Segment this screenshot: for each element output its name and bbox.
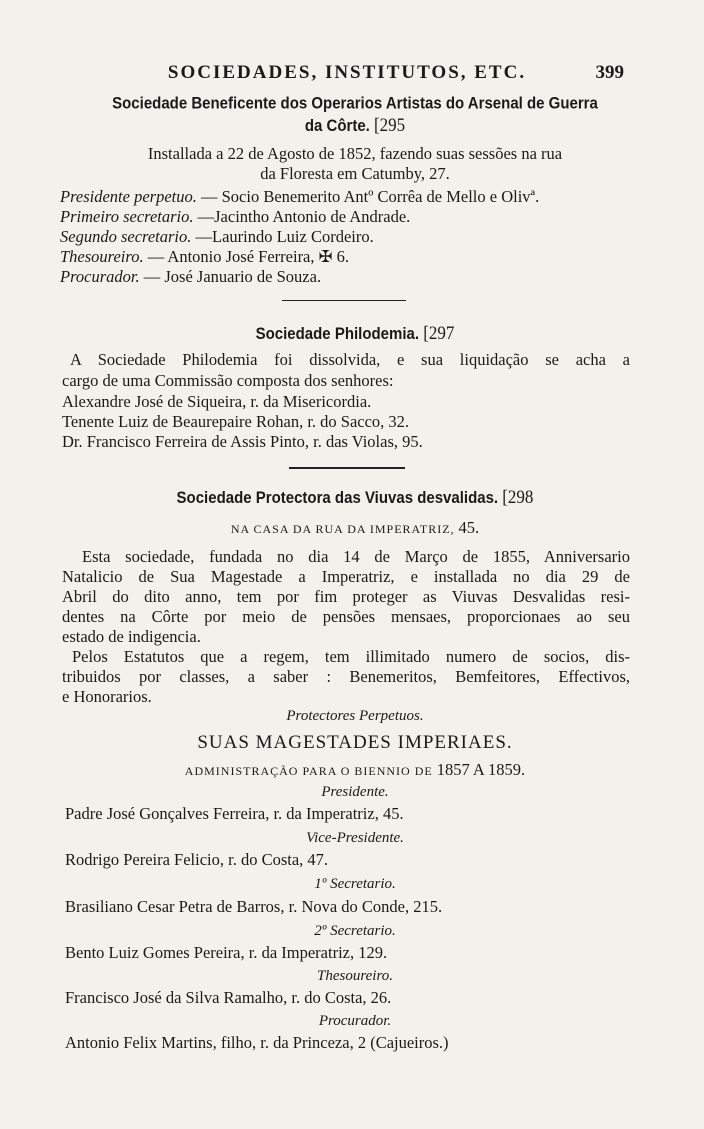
board-role: 1º Secretario. bbox=[314, 876, 396, 892]
officer-name: —Laurindo Luiz Cordeiro. bbox=[195, 227, 374, 246]
section1-title-cont: da Côrte. [295 bbox=[304, 114, 406, 136]
officer-name: — José Januario de Souza. bbox=[143, 267, 322, 286]
officer-role: Primeiro secretario. bbox=[60, 207, 194, 226]
board-member: Rodrigo Pereira Felicio, r. do Costa, 47. bbox=[65, 850, 329, 869]
officer-role: Procurador. bbox=[60, 267, 140, 286]
board-member: Francisco José da Silva Ramalho, r. do Costa, 26. bbox=[65, 988, 392, 1007]
officer-row bbox=[60, 207, 410, 227]
board-member: Brasiliano Cesar Petra de Barros, r. Nova do Conde, 215. bbox=[65, 897, 443, 916]
section1-code: [295 bbox=[374, 114, 406, 136]
page-number: 399 bbox=[595, 62, 624, 83]
officer-role: Presidente perpetuo. bbox=[60, 187, 197, 206]
para2-line: tribuidos por classes, a saber : Benemeritos, Bemfeitores, Effectivos, bbox=[62, 667, 630, 686]
board-role: Presidente. bbox=[321, 784, 389, 800]
officer-name: —Jacintho Antonio de Andrade. bbox=[197, 207, 411, 226]
board-member: Antonio Felix Martins, filho, r. da Princeza, 2 (Cajueiros.) bbox=[65, 1033, 449, 1052]
para1-line: Natalicio de Sua Magestade a Imperatriz, e installada no dia 29 de bbox=[62, 567, 630, 586]
member-line: Tenente Luiz de Beaurepaire Rohan, r. do Sacco, 32. bbox=[62, 412, 410, 431]
section2-body-1: A Sociedade Philodemia foi dissolvida, e sua liquidação se acha a bbox=[70, 350, 630, 369]
officer-row bbox=[60, 267, 321, 287]
member-line: Alexandre José de Siqueira, r. da Misericordia. bbox=[62, 392, 372, 411]
running-title: SOCIEDADES, INSTITUTOS, ETC. bbox=[167, 62, 527, 83]
section3-address: NA CASA DA RUA DA IMPERATRIZ, 45. bbox=[230, 518, 480, 537]
administration-heading: ADMINISTRAÇÃO PARA O BIENNIO DE 1857 A 1859. bbox=[184, 760, 526, 779]
member-line: Dr. Francisco Ferreira de Assis Pinto, r. das Violas, 95. bbox=[62, 432, 423, 451]
officer-name: — Antonio José Ferreira, ✠ 6. bbox=[147, 247, 349, 266]
officer-row bbox=[60, 247, 349, 267]
board-member: Padre José Gonçalves Ferreira, r. da Imperatriz, 45. bbox=[65, 804, 404, 823]
para2-line: Pelos Estatutos que a regem, tem illimitado numero de socios, dis- bbox=[72, 647, 630, 666]
section2-body-2: cargo de uma Commissão composta dos senhores: bbox=[62, 371, 394, 390]
para1-line: Esta sociedade, fundada no dia 14 de Março de 1855, Anniversario bbox=[82, 547, 630, 566]
section3-title: Sociedade Protectora das Viuvas desvalidas. [298 bbox=[176, 486, 534, 508]
protectors-names: SUAS MAGESTADES IMPERIAES. bbox=[197, 732, 513, 753]
para1-line: dentes na Côrte por meio de pensões mensaes, proporcionaes ao seu bbox=[62, 607, 630, 626]
section2-title: Sociedade Philodemia. [297 bbox=[255, 322, 455, 344]
section-divider bbox=[289, 467, 405, 469]
section1-intro-2: da Floresta em Catumby, 27. bbox=[260, 164, 450, 183]
section3-code: [298 bbox=[502, 486, 534, 508]
board-role: Thesoureiro. bbox=[317, 968, 393, 984]
para2-line: e Honorarios. bbox=[62, 687, 152, 706]
para1-line: Abril do dito anno, tem por fim proteger as Viuvas Desvalidas resi- bbox=[62, 587, 630, 606]
section2-code: [297 bbox=[423, 322, 455, 344]
officer-row bbox=[60, 227, 374, 247]
officer-row bbox=[60, 187, 539, 207]
officer-role: Thesoureiro. bbox=[60, 247, 144, 266]
protectors-label: Protectores Perpetuos. bbox=[286, 708, 424, 724]
running-header bbox=[0, 62, 704, 84]
officer-name: — Socio Benemerito Antº Corrêa de Mello e Olivª. bbox=[200, 187, 540, 206]
board-role: Vice-Presidente. bbox=[306, 830, 404, 846]
section1-title: Sociedade Beneficente dos Operarios Artistas do Arsenal de Guerra bbox=[112, 94, 598, 114]
section1-intro-1: Installada a 22 de Agosto de 1852, fazendo suas sessões na rua bbox=[147, 144, 563, 163]
board-role: Procurador. bbox=[318, 1013, 392, 1029]
officer-role: Segundo secretario. bbox=[60, 227, 192, 246]
para1-line: estado de indigencia. bbox=[62, 627, 201, 646]
board-member: Bento Luiz Gomes Pereira, r. da Imperatriz, 129. bbox=[65, 943, 388, 962]
board-role: 2º Secretario. bbox=[314, 923, 396, 939]
section-divider bbox=[282, 300, 406, 301]
